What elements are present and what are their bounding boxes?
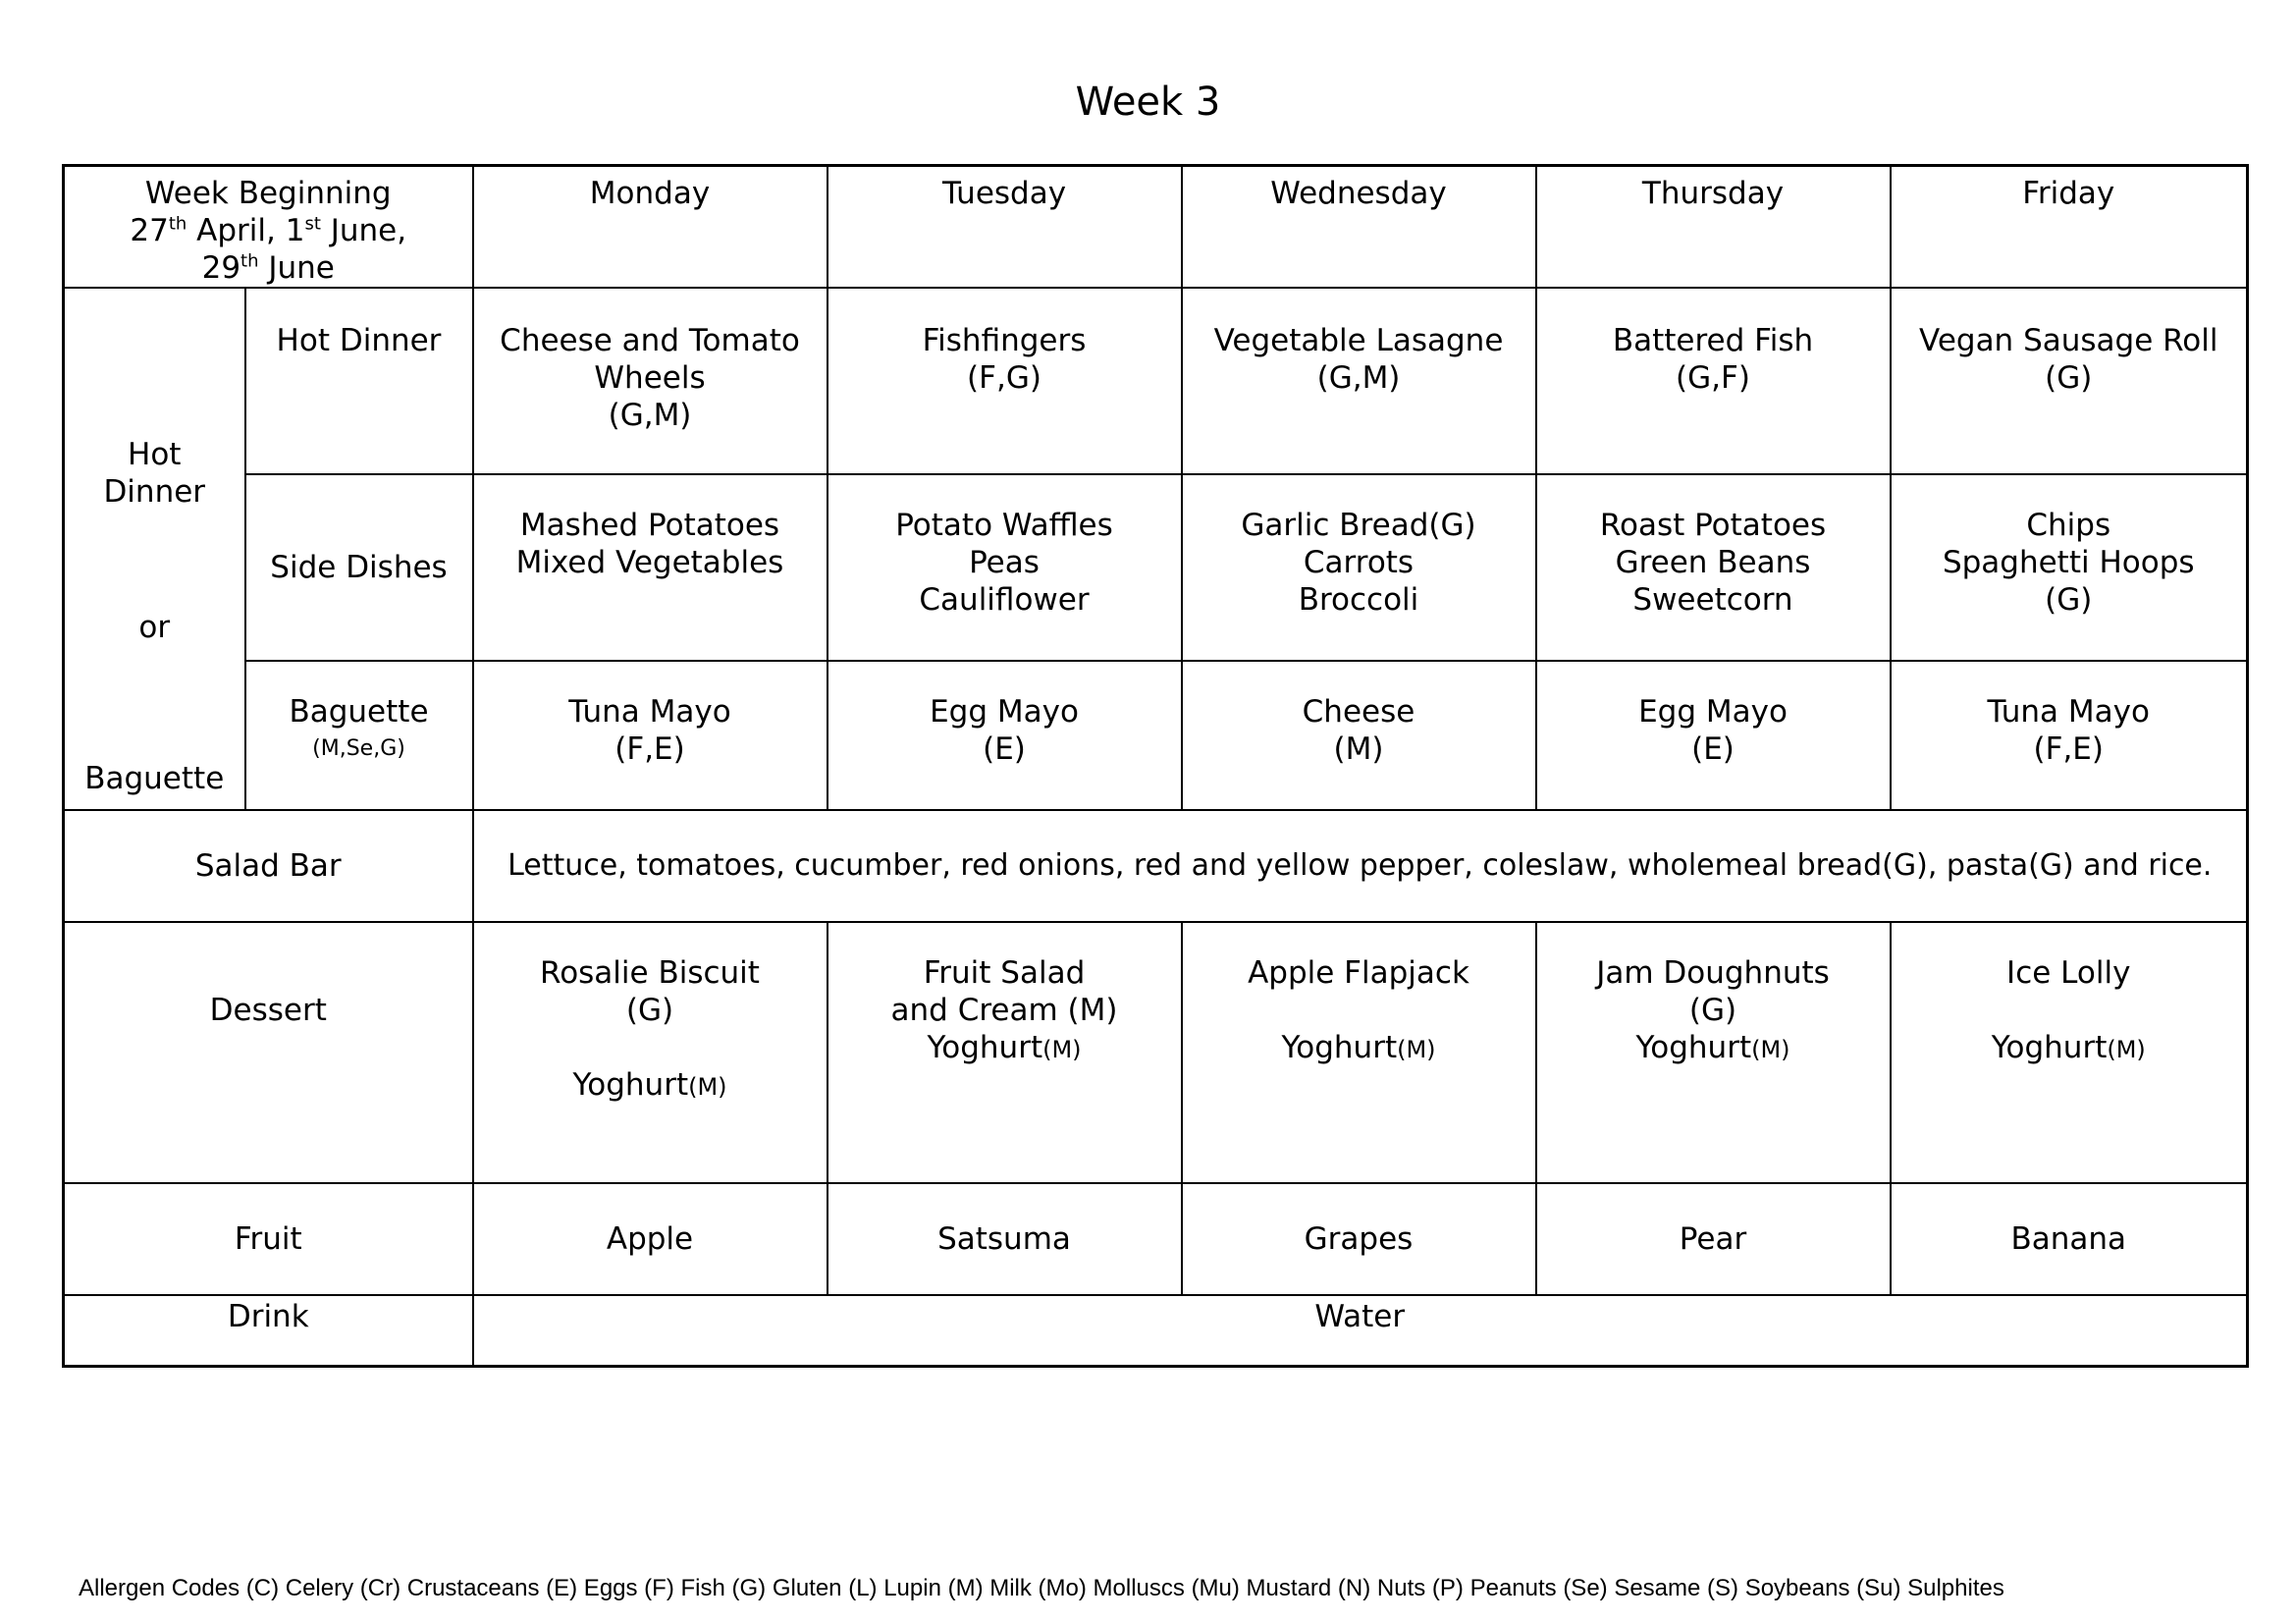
week-beginning-cell [64, 166, 473, 289]
drink-label: Drink [64, 1295, 473, 1366]
week-beginning-dates-line1: 27th April, 1st June, [130, 213, 407, 248]
hot-dinner-label: Hot Dinner [245, 288, 473, 474]
dish-line: Jam Doughnuts [1596, 955, 1830, 991]
day-header-wednesday: Wednesday [1182, 166, 1536, 289]
dish-line: Battered Fish [1612, 323, 1814, 358]
hot-dinner-tuesday [828, 288, 1182, 474]
fruit-label: Fruit [64, 1183, 473, 1295]
menu-table [62, 164, 2249, 1368]
salad-bar-text: Lettuce, tomatoes, cucumber, red onions, red and yellow pepper, coleslaw, wholemeal bread(G), pasta(G) and rice. [473, 810, 2248, 922]
fruit-wednesday: Grapes [1182, 1183, 1536, 1295]
salad-bar-row [64, 810, 2248, 922]
fruit-thursday: Pear [1536, 1183, 1891, 1295]
dish-line: Vegan Sausage Roll [1919, 323, 2218, 358]
week-beginning-dates-line2: 29th June [201, 250, 335, 286]
allergen-line: (G,F) [1676, 360, 1750, 396]
dish-line: Cheese and Tomato [500, 323, 800, 358]
dish-line: Apple Flapjack [1248, 955, 1469, 991]
group-label-or: or [138, 610, 171, 645]
yoghurt-line: Yoghurt(M) [1991, 1030, 2146, 1065]
hot-dinner-thursday [1536, 288, 1891, 474]
side-dishes-thursday [1536, 474, 1891, 661]
day-header-friday: Friday [1891, 166, 2248, 289]
fruit-row [64, 1183, 2248, 1295]
group-label-baguette: Baguette [84, 761, 225, 796]
dessert-tuesday [828, 922, 1182, 1183]
dessert-monday [473, 922, 828, 1183]
group-label-dinner: Dinner [103, 474, 206, 510]
dish-line: Roast Potatoes [1599, 508, 1827, 543]
baguette-label: Baguette [289, 694, 429, 730]
dessert-thursday [1536, 922, 1891, 1183]
hot-dinner-wednesday [1182, 288, 1536, 474]
hot-dinner-monday [473, 288, 828, 474]
dish-line: Chips [2026, 508, 2111, 543]
side-dishes-tuesday [828, 474, 1182, 661]
drink-row [64, 1295, 2248, 1366]
day-header-monday: Monday [473, 166, 828, 289]
allergen-line: (G) [1688, 993, 1737, 1028]
allergen-line: (G,M) [1316, 360, 1401, 396]
dessert-wednesday [1182, 922, 1536, 1183]
dish-line: Broccoli [1298, 582, 1419, 618]
baguette-row [64, 661, 2248, 810]
allergen-line: (F,G) [967, 360, 1041, 396]
baguette-wednesday [1182, 661, 1536, 810]
allergen-line: (G) [625, 993, 674, 1028]
baguette-friday [1891, 661, 2248, 810]
dish-line: Spaghetti Hoops [1942, 545, 2195, 580]
side-dishes-wednesday [1182, 474, 1536, 661]
dish-line: Fruit Salad [923, 955, 1086, 991]
fruit-tuesday: Satsuma [828, 1183, 1182, 1295]
allergen-line: (F,E) [2033, 731, 2104, 767]
side-dishes-friday [1891, 474, 2248, 661]
dessert-label: Dessert [64, 922, 473, 1183]
page-title: Week 3 [1075, 80, 1221, 125]
baguette-label-cell [245, 661, 473, 810]
hot-dinner-friday [1891, 288, 2248, 474]
dish-line: Tuna Mayo [568, 694, 731, 730]
dish-line: Potato Waffles [895, 508, 1113, 543]
dish-line: Ice Lolly [2006, 955, 2131, 991]
dish-line: Cheese [1302, 694, 1415, 730]
allergen-line: (F,E) [614, 731, 685, 767]
fruit-friday: Banana [1891, 1183, 2248, 1295]
dish-line: Mashed Potatoes [519, 508, 780, 543]
header-row [64, 166, 2248, 289]
allergen-line: (E) [983, 731, 1026, 767]
allergen-codes-footer: Allergen Codes (C) Celery (Cr) Crustaceans (E) Eggs (F) Fish (G) Gluten (L) Lupin (M) Milk (Mo) Molluscs (Mu) Mustard (N) Nuts (P) Peanuts (Se) Sesame (S) Soybeans (Su) Sulphites [79, 1575, 2004, 1601]
dish-line: Egg Mayo [930, 694, 1079, 730]
dessert-row [64, 922, 2248, 1183]
drink-value: Water [473, 1295, 2248, 1366]
baguette-tuesday [828, 661, 1182, 810]
week-beginning-label: Week Beginning [144, 176, 392, 211]
dish-line: Peas [969, 545, 1040, 580]
side-dishes-monday [473, 474, 828, 661]
dish-line: Rosalie Biscuit [540, 955, 760, 991]
dish-line: Green Beans [1615, 545, 1811, 580]
allergen-line: (M) [1333, 731, 1384, 767]
day-header-thursday: Thursday [1536, 166, 1891, 289]
allergen-line: (G) [2045, 360, 2093, 396]
dish-line: Vegetable Lasagne [1213, 323, 1504, 358]
baguette-monday [473, 661, 828, 810]
day-header-tuesday: Tuesday [828, 166, 1182, 289]
baguette-thursday [1536, 661, 1891, 810]
dish-line: Fishfingers [922, 323, 1087, 358]
dessert-friday [1891, 922, 2248, 1183]
allergen-line: (E) [1691, 731, 1735, 767]
hot-dinner-row [64, 288, 2248, 474]
dish-line: Sweetcorn [1632, 582, 1793, 618]
yoghurt-line: Yoghurt(M) [1281, 1030, 1436, 1065]
yoghurt-line: Yoghurt(M) [572, 1067, 727, 1103]
fruit-monday: Apple [473, 1183, 828, 1295]
dish-line: Cauliflower [919, 582, 1090, 618]
allergen-line: (G) [2045, 582, 2093, 618]
side-dishes-label: Side Dishes [245, 474, 473, 661]
dish-line: Carrots [1303, 545, 1415, 580]
salad-bar-label: Salad Bar [64, 810, 473, 922]
yoghurt-line: Yoghurt(M) [927, 1030, 1082, 1065]
dish-line: and Cream (M) [890, 993, 1118, 1028]
group-label-hot: Hot [128, 437, 182, 472]
dish-line: Tuna Mayo [1987, 694, 2150, 730]
hot-dinner-or-baguette-cell [64, 288, 245, 810]
allergen-line: (G,M) [608, 398, 692, 433]
side-dishes-row [64, 474, 2248, 661]
dish-line: Garlic Bread(G) [1241, 508, 1476, 543]
baguette-allergens: (M,Se,G) [312, 736, 405, 761]
dish-line: Mixed Vegetables [515, 545, 784, 580]
dish-line: Wheels [594, 360, 706, 396]
dish-line: Egg Mayo [1638, 694, 1788, 730]
yoghurt-line: Yoghurt(M) [1635, 1030, 1790, 1065]
